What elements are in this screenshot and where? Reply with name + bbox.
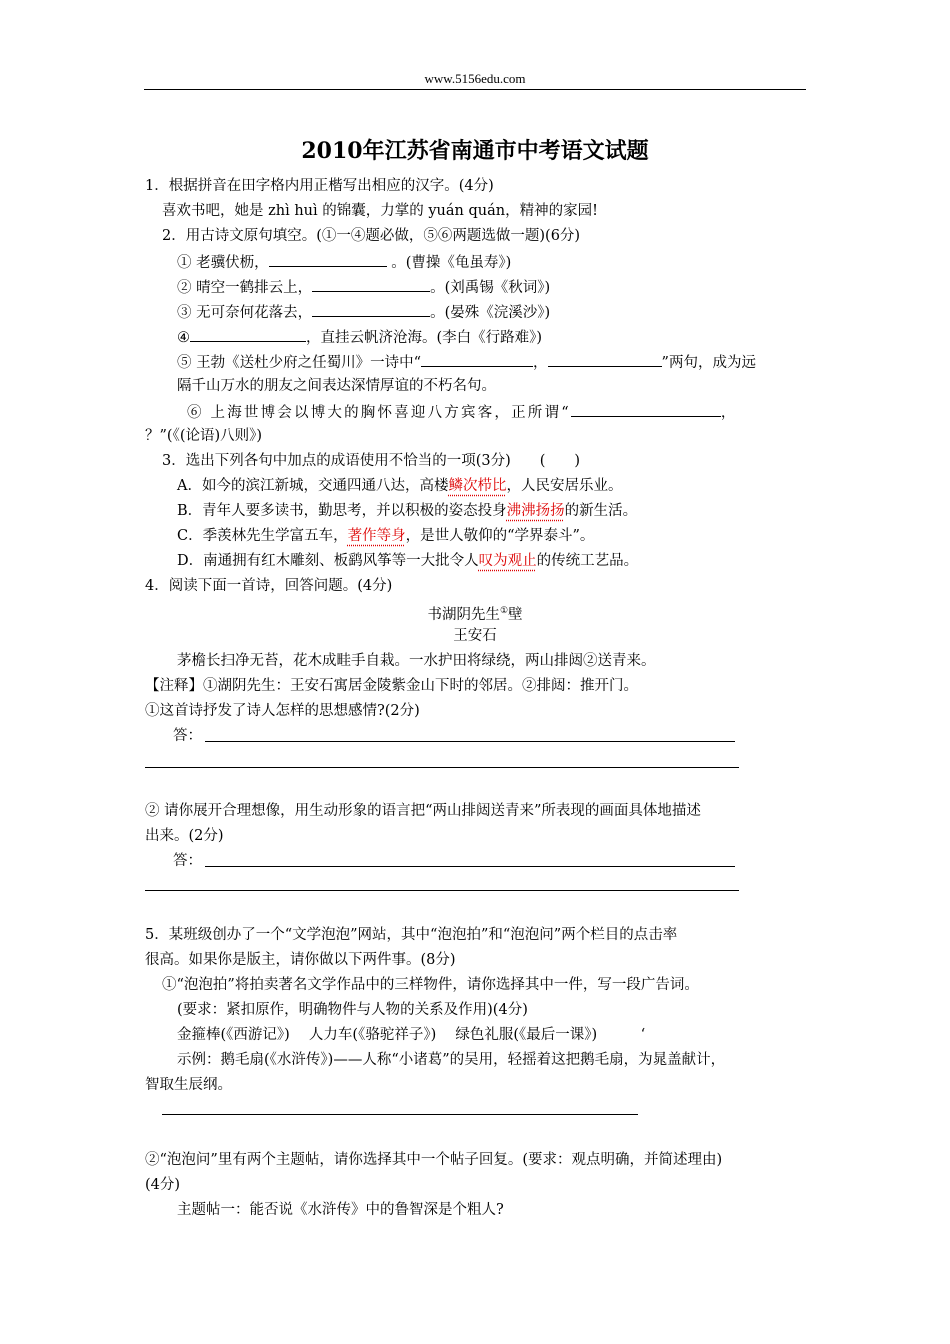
q3-option-d xyxy=(177,551,638,571)
q2-item-5-post: ”两句，成为远 xyxy=(661,355,756,371)
q4-sub1: ①这首诗抒发了诗人怎样的思想感情?(2分) xyxy=(145,703,420,719)
q2-item-4 xyxy=(177,326,542,348)
option-text: 的传统工艺品。 xyxy=(536,553,639,569)
poem-author: 王安石 xyxy=(453,628,497,644)
answer-line[interactable] xyxy=(162,1114,638,1115)
q5-topic1: 主题帖一：能否说《水浒传》中的鲁智深是个粗人? xyxy=(177,1202,504,1218)
q3-stem: 3．选出下列各句中加点的成语使用不恰当的一项(3分) ( ) xyxy=(162,453,581,469)
q4-stem: 4．阅读下面一首诗，回答问题。(4分) xyxy=(145,578,393,594)
option-text: D．南通拥有红木雕刻、板鹞风筝等一大批令人 xyxy=(177,553,479,569)
q2-item-3-post: 。(晏殊《浣溪沙》) xyxy=(430,305,551,321)
answer-blank[interactable] xyxy=(312,301,430,317)
q2-item-4-pre: ④ xyxy=(177,330,190,346)
q5-example-line1: 示例：鹅毛扇(《水浒传》)——人称“小诸葛”的吴用，轻摇着这把鹅毛扇，为晁盖献计， xyxy=(177,1052,726,1068)
option-text: C．季羡林先生学富五车， xyxy=(177,528,348,544)
answer-line[interactable] xyxy=(205,866,735,867)
q2-item-2-pre: ② 晴空一鹤排云上， xyxy=(177,280,313,296)
answer-label: 答： xyxy=(173,728,202,744)
header-rule xyxy=(144,89,806,90)
poem-body: 茅檐长扫净无苔，花木成畦手自栽。一水护田将绿绕，两山排闼②送青来。 xyxy=(177,653,656,669)
q1-text: 喜欢书吧，她是 zhì huì 的锦囊，力掌的 yuán quán，精神的家园! xyxy=(162,203,598,219)
q5-sub2-line1: ②“泡泡问”里有两个主题帖，请你选择其中一个帖子回复。(要求：观点明确，并简述理由) xyxy=(145,1152,723,1168)
q2-item-5 xyxy=(177,351,756,373)
q2-item-5-mid: ， xyxy=(533,355,548,371)
q5-requirement: (要求：紧扣原作，明确物件与人物的关系及作用)(4分) xyxy=(177,1002,528,1018)
answer-blank[interactable] xyxy=(421,351,533,367)
dotted-idiom: 鳞次栉比 xyxy=(448,478,507,494)
q2-stem: 2．用古诗文原句填空。(①一④题必做，⑤⑥两题选做一题)(6分) xyxy=(162,228,581,244)
poem-title xyxy=(0,601,950,625)
answer-blank[interactable] xyxy=(312,276,430,292)
dotted-idiom: 叹为观止 xyxy=(478,553,537,569)
answer-blank[interactable] xyxy=(190,326,306,342)
q2-item-3-pre: ③ 无可奈何花落去， xyxy=(177,305,313,321)
dotted-idiom: 著作等身 xyxy=(347,528,406,544)
answer-blank[interactable] xyxy=(269,251,387,267)
footnote-mark: ① xyxy=(499,606,509,616)
q3-option-c xyxy=(177,526,594,546)
q3-option-b xyxy=(177,501,637,521)
q2-item-1 xyxy=(177,251,511,273)
q5-stem-line2: 很高。如果你是版主，请你做以下两件事。(8分) xyxy=(145,952,456,968)
poem-title-end: 壁 xyxy=(508,606,523,623)
page-title: 2010年江苏省南通市中考语文试题 xyxy=(301,138,649,164)
q5-items: 金箍棒(《西游记》) 人力车(《骆驼祥子》) 绿色礼服(《最后一课》) ‘ xyxy=(177,1027,646,1043)
q5-sub1: ①“泡泡拍”将拍卖著名文学作品中的三样物件，请你选择其中一件，写一段广告词。 xyxy=(162,977,699,993)
option-text: ，人民安居乐业。 xyxy=(506,478,623,494)
answer-blank[interactable] xyxy=(548,351,662,367)
poem-title-text: 书湖阴先生 xyxy=(427,606,500,623)
q2-item-3 xyxy=(177,301,550,323)
q1-stem: 1．根据拼音在田字格内用正楷写出相应的汉字。(4分) xyxy=(145,178,494,194)
option-text: 的新生活。 xyxy=(564,503,638,519)
q2-item-6-cont: ？”(《(论语)八则》) xyxy=(145,428,263,444)
answer-label: 答： xyxy=(173,853,202,869)
answer-line[interactable] xyxy=(145,890,739,891)
option-text: ，是世人敬仰的“学界泰斗”。 xyxy=(405,528,595,544)
q2-item-1-post: 。(曹操《龟虽寿》) xyxy=(386,255,512,271)
q2-item-4-post: ，直挂云帆济沧海。(李白《行路难》) xyxy=(306,330,543,346)
dotted-idiom: 沸沸扬扬 xyxy=(506,503,565,519)
q3-option-a xyxy=(177,476,622,496)
q2-item-6 xyxy=(187,401,738,423)
answer-line[interactable] xyxy=(145,767,739,768)
q2-item-5-cont: 隔千山万水的朋友之间表达深情厚谊的不朽名句。 xyxy=(177,378,496,394)
q4-sub2-line1: ② 请你展开合理想像，用生动形象的语言把“两山排闼送青来”所表现的画面具体地描述 xyxy=(145,803,701,819)
header-url: www.5156edu.com xyxy=(424,71,526,86)
answer-line[interactable] xyxy=(205,741,735,742)
q2-item-6-pre: ⑥ 上海世博会以博大的胸怀喜迎八方宾客，正所谓“ xyxy=(187,405,571,421)
option-text: B．青年人要多读书，勤思考，并以积极的姿态投身 xyxy=(177,503,507,519)
q2-item-1-pre: ① 老骥伏枥， xyxy=(177,255,269,271)
q5-stem-line1: 5．某班级创办了一个“文学泡泡”网站，其中“泡泡拍”和“泡泡问”两个栏目的点击率 xyxy=(145,927,678,943)
q5-example-line2: 智取生辰纲。 xyxy=(145,1077,232,1093)
q5-sub2-line2: (4分) xyxy=(145,1177,181,1193)
answer-blank[interactable] xyxy=(571,401,721,417)
q2-item-5-pre: ⑤ 王勃《送杜少府之任蜀川》一诗中“ xyxy=(177,355,422,371)
q4-sub2-line2: 出来。(2分) xyxy=(145,828,224,844)
poem-note: 【注释】①湖阴先生：王安石寓居金陵紫金山下时的邻居。②排闼：推开门。 xyxy=(145,678,638,694)
q2-item-6-post: ， xyxy=(720,405,738,421)
q2-item-2-post: 。(刘禹锡《秋词》) xyxy=(430,280,551,296)
option-text: A．如今的滨江新城，交通四通八达，高楼 xyxy=(177,478,449,494)
q2-item-2 xyxy=(177,276,550,298)
